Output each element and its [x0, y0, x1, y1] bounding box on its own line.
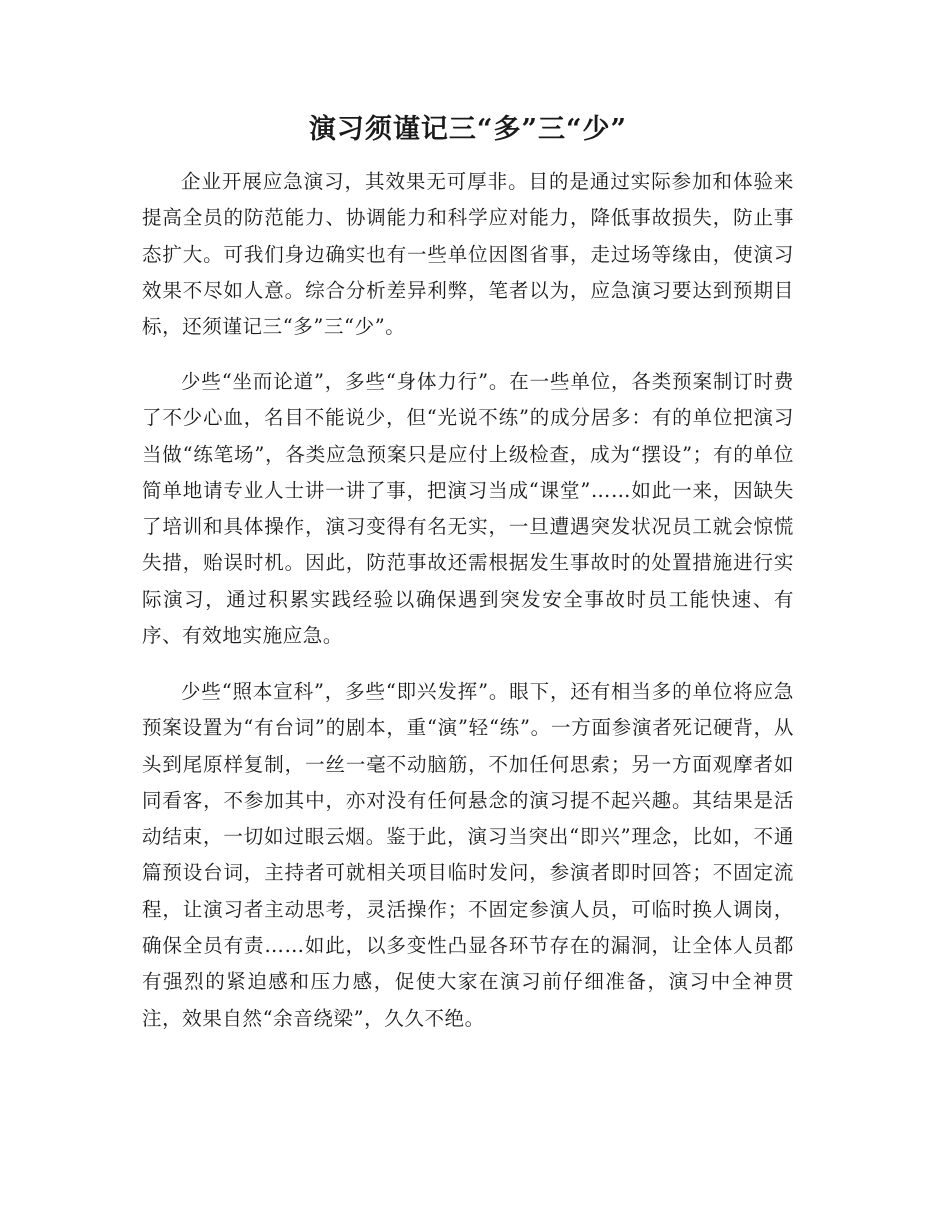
paragraph-intro: 企业开展应急演习，其效果无可厚非。目的是通过实际参加和体验来提高全员的防范能力、协调能力和科学应对能力，降低事故损失，防止事态扩大。可我们身边确实也有一些单位因图省事，走过场等缘由，使演习效果不尽如人意。综合分析差异利弊，笔者以为，应急演习要达到预期目标，还须谨记三“多”三“少”。 — [142, 170, 794, 339]
paragraph-practice: 少些“坐而论道”，多些“身体力行”。在一些单位，各类预案制订时费了不少心血，名目不能说少，但“光说不练”的成分居多：有的单位把演习当做“练笔场”，各类应急预案只是应付上级检查，成为“摆设”；有的单位简单地请专业人士讲一讲了事，把演习当成“课堂”……如此一来，因缺失了培训和具体操作，演习变得有名无实，一旦遭遇突发状况员工就会惊慌失措，贻误时机。因此，防范事故还需根据发生事故时的处置措施进行实际演习，通过积累实践经验以确保遇到突发安全事故时员工能快速、有序、有效地实施应急。 — [142, 370, 794, 648]
paragraph-improvisation: 少些“照本宣科”，多些“即兴发挥”。眼下，还有相当多的单位将应急预案设置为“有台词”的剧本，重“演”轻“练”。一方面参演者死记硬背，从头到尾原样复制，一丝一毫不动脑筋，不加任何思索；另一方面观摩者如同看客，不参加其中，亦对没有任何悬念的演习提不起兴趣。其结果是活动结束，一切如过眼云烟。鉴于此，演习当突出“即兴”理念，比如，不通篇预设台词，主持者可就相关项目临时发问，参演者即时回答；不固定流程，让演习者主动思考，灵活操作；不固定参演人员，可临时换人调岗，确保全员有责……如此，以多变性凸显各环节存在的漏洞，让全体人员都有强烈的紧迫感和压力感，促使大家在演习前仔细准备，演习中全神贯注，效果自然“余音绕梁”，久久不绝。 — [142, 680, 794, 1030]
document-title: 演习须谨记三“多”三“少” — [308, 114, 628, 145]
